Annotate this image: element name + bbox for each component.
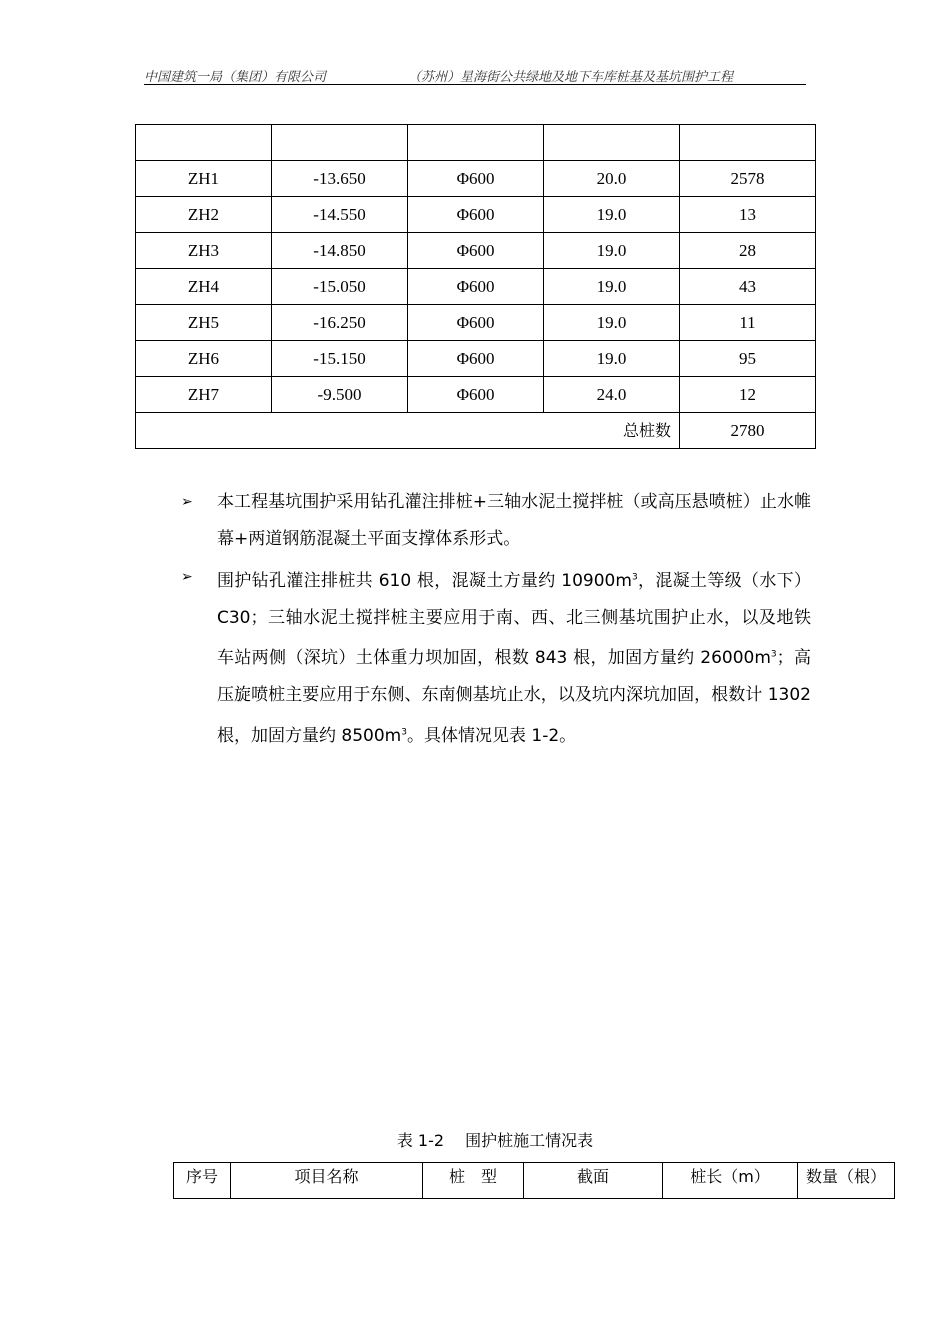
header-company: 中国建筑一局（集团）有限公司 — [144, 70, 327, 85]
table-cell — [271, 125, 407, 161]
superscript: 3 — [770, 649, 777, 660]
bullet-text: 本工程基坑围护采用钻孔灌注排桩+三轴水泥土搅拌桩（或高压悬喷桩）止水帷幕+两道钢筋混凝土平面支撑体系形式。 — [217, 492, 811, 549]
superscript: 3 — [631, 572, 638, 582]
bullet-list — [181, 484, 811, 755]
table-row — [136, 377, 816, 413]
table-row — [136, 197, 816, 233]
header-cell-item-name: 项目名称 — [231, 1163, 423, 1199]
table-cell — [408, 125, 544, 161]
diameter-cell: Φ600 — [408, 269, 544, 305]
table-row — [136, 161, 816, 197]
count-cell: 11 — [680, 305, 816, 341]
elevation-cell: -16.250 — [271, 305, 407, 341]
pile-id-cell: ZH4 — [136, 269, 272, 305]
total-value: 2780 — [680, 413, 816, 449]
bullet-text — [217, 571, 811, 746]
header-project: （苏州）星海街公共绿地及地下车库桩基及基坑围护工程 — [408, 70, 734, 85]
pile-id-cell: ZH5 — [136, 305, 272, 341]
header-cell-index: 序号 — [174, 1163, 231, 1199]
pile-id-cell: ZH2 — [136, 197, 272, 233]
elevation-cell: -13.650 — [271, 161, 407, 197]
diameter-cell: Φ600 — [408, 233, 544, 269]
length-cell: 19.0 — [544, 305, 680, 341]
header-cell-pile-type: 桩 型 — [423, 1163, 524, 1199]
elevation-cell: -14.550 — [271, 197, 407, 233]
bullet-text-part: 。具体情况见表 1-2。 — [406, 725, 577, 746]
pile-id-cell: ZH7 — [136, 377, 272, 413]
elevation-cell: -15.150 — [271, 341, 407, 377]
table-header-row — [174, 1163, 895, 1199]
diameter-cell: Φ600 — [408, 161, 544, 197]
table-header-row — [136, 125, 816, 161]
count-cell: 43 — [680, 269, 816, 305]
guard-pile-table — [173, 1162, 895, 1199]
header-cell-pile-length: 桩长（m） — [663, 1163, 798, 1199]
superscript: 3 — [401, 727, 407, 738]
table-row — [136, 269, 816, 305]
arrow-bullet-icon: ➢ — [181, 494, 193, 510]
elevation-cell: -14.850 — [271, 233, 407, 269]
diameter-cell: Φ600 — [408, 377, 544, 413]
bullet-item — [181, 484, 811, 558]
table-row — [136, 305, 816, 341]
bullet-text-part: ；高压旋喷桩主要应用于东侧、东南侧基坑止水，以及坑内深坑加固，根数计 1302 根，加固方量约 8500m — [217, 648, 811, 746]
table-total-row — [136, 413, 816, 449]
count-cell: 95 — [680, 341, 816, 377]
table-cell — [544, 125, 680, 161]
length-cell: 19.0 — [544, 197, 680, 233]
length-cell: 19.0 — [544, 269, 680, 305]
length-cell: 19.0 — [544, 233, 680, 269]
bullet-item — [181, 559, 811, 755]
bullet-text-part: 围护钻孔灌注排桩共 610 根，混凝土方量约 10900m — [217, 570, 632, 591]
elevation-cell: -9.500 — [271, 377, 407, 413]
pile-table — [135, 124, 816, 449]
bullet-text-part: ，混凝土等级（水下）C30；三轴水泥土搅拌桩主要应用于南、西、北三侧基坑围护止水，以及地铁车站两侧（深坑）土体重力坝加固，根数 843 根，加固方量约 26000m — [217, 570, 811, 669]
pile-id-cell: ZH6 — [136, 341, 272, 377]
arrow-bullet-icon: ➢ — [181, 569, 193, 585]
total-label: 总桩数 — [136, 413, 680, 449]
table-cell — [136, 125, 272, 161]
diameter-cell: Φ600 — [408, 341, 544, 377]
table-cell — [680, 125, 816, 161]
length-cell: 24.0 — [544, 377, 680, 413]
diameter-cell: Φ600 — [408, 197, 544, 233]
diameter-cell: Φ600 — [408, 305, 544, 341]
pile-id-cell: ZH1 — [136, 161, 272, 197]
count-cell: 12 — [680, 377, 816, 413]
pile-id-cell: ZH3 — [136, 233, 272, 269]
length-cell: 19.0 — [544, 341, 680, 377]
count-cell: 28 — [680, 233, 816, 269]
count-cell: 2578 — [680, 161, 816, 197]
length-cell: 20.0 — [544, 161, 680, 197]
header-cell-quantity: 数量（根） — [798, 1163, 895, 1199]
elevation-cell: -15.050 — [271, 269, 407, 305]
table-row — [136, 233, 816, 269]
count-cell: 13 — [680, 197, 816, 233]
table-row — [136, 341, 816, 377]
table-caption: 表 1-2 围护桩施工情况表 — [396, 1131, 594, 1150]
page-header — [144, 64, 806, 85]
header-cell-section: 截面 — [524, 1163, 663, 1199]
